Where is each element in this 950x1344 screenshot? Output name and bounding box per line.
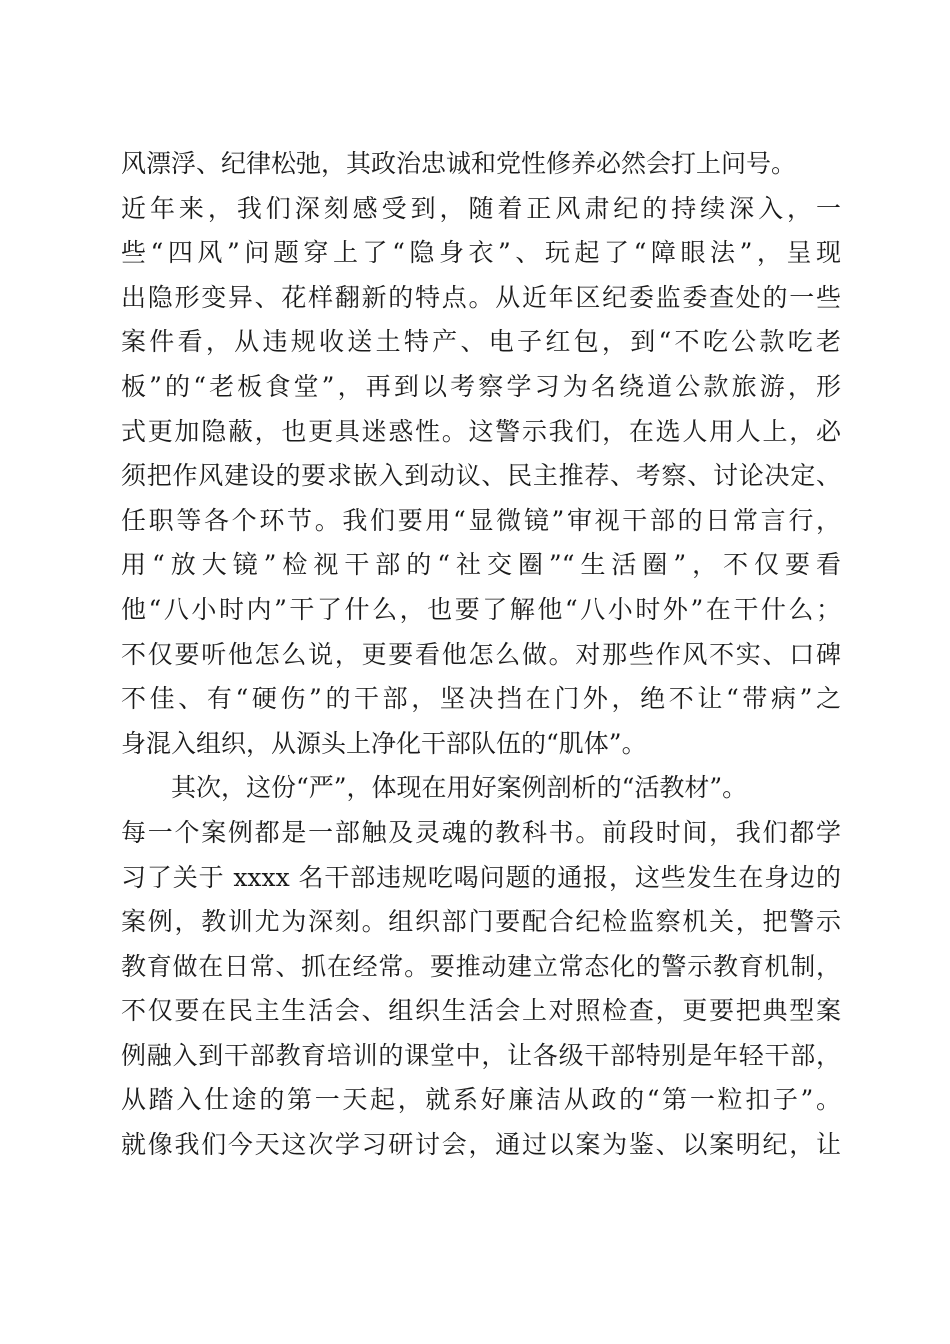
text-line: 不佳、有“硬伤”的干部，坚决挡在门外，绝不让“带病”之 <box>121 684 841 714</box>
text-line: 出隐形变异、花样翻新的特点。从近年区纪委监委查处的一些 <box>121 282 841 312</box>
text-line: 就像我们今天这次学习研讨会，通过以案为鉴、以案明纪，让 <box>121 1130 841 1160</box>
text-line: 他“八小时内”干了什么，也要了解他“八小时外”在干什么； <box>121 594 841 624</box>
text-line: 须把作风建设的要求嵌入到动议、民主推荐、考察、讨论决定、 <box>121 461 841 491</box>
text-line: 身混入组织，从源头上净化干部队伍的“肌体”。 <box>121 728 647 758</box>
text-line: 不仅要在民主生活会、组织生活会上对照检查，更要把典型案 <box>121 996 841 1026</box>
text-line: 习了关于 xxxx 名干部违规吃喝问题的通报，这些发生在身边的 <box>121 862 841 892</box>
text-line: 不仅要听他怎么说，更要看他怎么做。对那些作风不实、口碑 <box>121 639 841 669</box>
text-line: 风漂浮、纪律松弛，其政治忠诚和党性修养必然会打上问号。 <box>121 149 797 178</box>
text-line: 案件看，从违规收送土特产、电子红包，到“不吃公款吃老 <box>121 327 841 357</box>
document-body <box>121 142 841 1168</box>
text-line: 从踏入仕途的第一天起，就系好廉洁从政的“第一粒扣子”。 <box>121 1085 841 1115</box>
text-line: 例融入到干部教育培训的课堂中，让各级干部特别是年轻干部， <box>121 1040 841 1070</box>
text-line: 用“放大镜”检视干部的“社交圈”“生活圈”，不仅要看 <box>121 550 841 580</box>
text-line: 任职等各个环节。我们要用“显微镜”审视干部的日常言行， <box>121 505 841 535</box>
text-line: 案例，教训尤为深刻。组织部门要配合纪检监察机关，把警示 <box>121 907 841 937</box>
text-line: 板”的“老板食堂”，再到以考察学习为名绕道公款旅游，形 <box>121 371 841 401</box>
paragraph-first-line: 其次，这份“严”，体现在用好案例剖析的“活教材”。 <box>171 773 748 803</box>
text-line: 每一个案例都是一部触及灵魂的教科书。前段时间，我们都学 <box>121 817 841 847</box>
text-line: 些“四风”问题穿上了“隐身衣”、玩起了“障眼法”，呈现 <box>121 238 841 268</box>
text-line: 近年来，我们深刻感受到，随着正风肃纪的持续深入，一 <box>121 193 841 223</box>
text-line: 式更加隐蔽，也更具迷惑性。这警示我们，在选人用人上，必 <box>121 416 841 446</box>
text-line: 教育做在日常、抓在经常。要推动建立常态化的警示教育机制， <box>121 951 841 981</box>
